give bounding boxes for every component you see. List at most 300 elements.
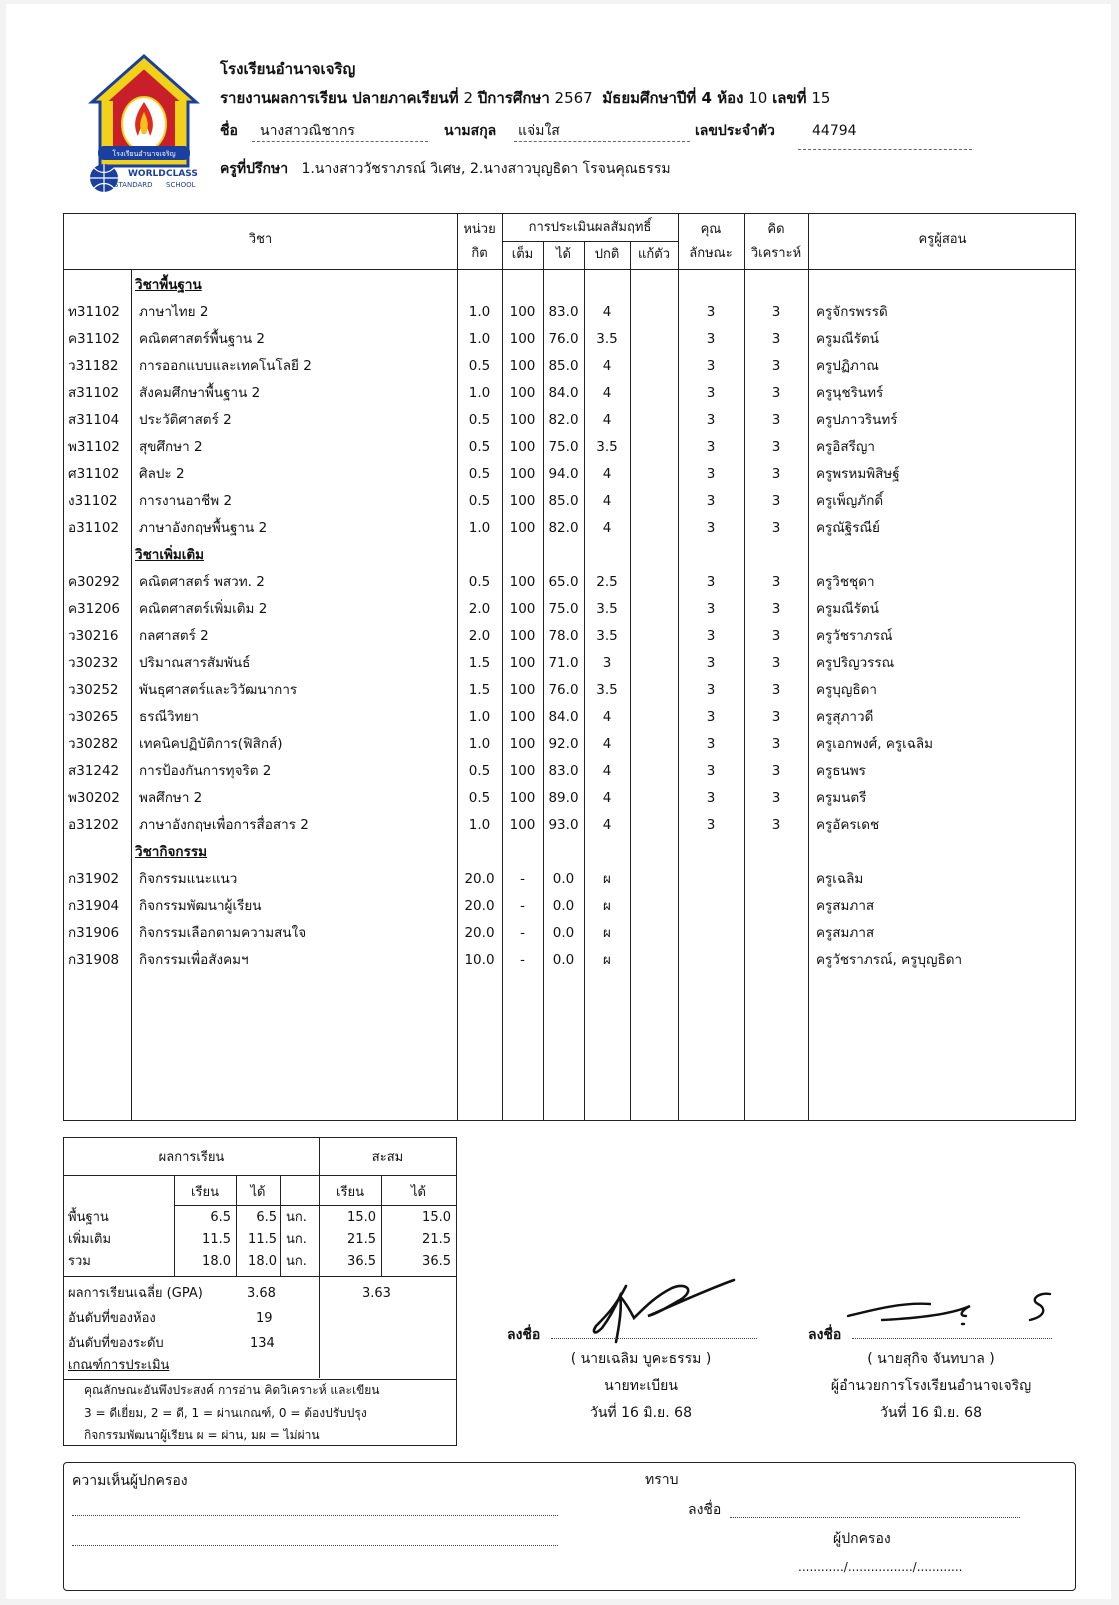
- table-row: [64, 353, 1077, 380]
- criteria-title: เกณฑ์การประเมิน: [68, 1358, 170, 1373]
- subject-code: พ30202: [68, 790, 120, 806]
- full-score: 100: [509, 412, 536, 428]
- subject-code: ว30282: [68, 736, 119, 752]
- grades-table: [63, 213, 1076, 1121]
- grade: 4: [602, 385, 612, 401]
- subject-name: พันธุศาสตร์และวิวัฒนาการ: [139, 682, 298, 698]
- teacher: ครูปฏิภาณ: [816, 358, 879, 374]
- summary-earned: 6.5: [256, 1210, 277, 1225]
- trait-score: 3: [706, 358, 716, 374]
- subject-name: สังคมศึกษาพื้นฐาน 2: [139, 385, 261, 401]
- assess-sub-line: [502, 241, 678, 242]
- summary-col-line: [280, 1175, 281, 1276]
- grade: 3.5: [596, 331, 618, 347]
- subject-code: ส31242: [68, 763, 120, 779]
- grade: 4: [602, 466, 612, 482]
- subject-code: อ31202: [68, 817, 120, 833]
- parent-date-blank: ............/................./............: [798, 1560, 963, 1574]
- student-id: 44794: [812, 123, 857, 139]
- trait-score: 3: [706, 574, 716, 590]
- table-row: [64, 407, 1077, 434]
- analysis-score: 3: [771, 439, 781, 455]
- full-score: -: [520, 898, 525, 914]
- teacher: ครูวิชชุดา: [816, 574, 875, 590]
- summary-unit: นก.: [286, 1254, 307, 1269]
- summary-row-label: เพิ่มเติม: [68, 1232, 112, 1247]
- opinion-line-2: [72, 1544, 558, 1546]
- advisor-label: ครูที่ปรึกษา: [220, 161, 289, 177]
- summary-line: [64, 1276, 456, 1277]
- subject-code: ส31102: [68, 385, 120, 401]
- got-score: 83.0: [548, 304, 579, 320]
- trait-score: 3: [706, 628, 716, 644]
- subject-name: คณิตศาสตร์เพิ่มเติม 2: [139, 601, 268, 617]
- header-credit-2: กิต: [471, 246, 488, 261]
- got-score: 82.0: [548, 520, 579, 536]
- trait-score: 3: [706, 493, 716, 509]
- analysis-score: 3: [771, 655, 781, 671]
- table-row: [64, 623, 1077, 650]
- teacher: ครูอัครเดช: [816, 817, 880, 833]
- teacher: ครูมนตรี: [816, 790, 867, 806]
- report-title: รายงานผลการเรียน ปลายภาคเรียนที่: [220, 89, 459, 107]
- got-score: 89.0: [548, 790, 579, 806]
- school-name: โรงเรียนอำนาจเจริญ: [220, 60, 356, 78]
- level-rank-label: อันดับที่ของระดับ: [68, 1336, 164, 1351]
- summary-row-label: รวม: [68, 1254, 91, 1269]
- full-score: 100: [509, 439, 536, 455]
- logo-wsc-class: CLASS: [166, 169, 198, 179]
- full-score: 100: [509, 331, 536, 347]
- director-signature-icon: [842, 1280, 1062, 1330]
- table-row: [64, 893, 1077, 920]
- got-score: 0.0: [552, 871, 575, 887]
- analysis-score: 3: [771, 493, 781, 509]
- trait-score: 3: [706, 655, 716, 671]
- subject-code: ง31102: [68, 493, 118, 509]
- grade-label: มัธยมศึกษาปีที่ 4 ห้อง: [602, 89, 744, 107]
- parent-opinion-label: ความเห็นผู้ปกครอง: [72, 1473, 188, 1489]
- subject-code: ก31904: [68, 898, 120, 914]
- table-row: [64, 758, 1077, 785]
- got-score: 93.0: [548, 817, 579, 833]
- teacher: ครูธนพร: [816, 763, 866, 779]
- grade: 3.5: [596, 601, 618, 617]
- table-row: [64, 785, 1077, 812]
- subject-name: กิจกรรมเลือกตามความสนใจ: [139, 925, 307, 941]
- teacher: ครูพรหมพิสิษฐ์: [816, 466, 900, 482]
- criteria-line-1: คุณลักษณะอันพึงประสงค์ การอ่าน คิดวิเคราะห์ และเขียน: [84, 1383, 380, 1397]
- subject-name: การงานอาชีพ 2: [139, 493, 233, 509]
- summary-line: [64, 1175, 456, 1176]
- full-score: 100: [509, 520, 536, 536]
- registrar-sign-label: ลงชื่อ: [507, 1327, 541, 1343]
- trait-score: 3: [706, 817, 716, 833]
- summary-earned: 11.5: [248, 1232, 277, 1247]
- full-score: -: [520, 952, 525, 968]
- subject-code: ท31102: [68, 304, 120, 320]
- analysis-score: 3: [771, 709, 781, 725]
- parent-sign-label: ลงชื่อ: [688, 1502, 722, 1518]
- full-score: 100: [509, 385, 536, 401]
- credit: 10.0: [464, 952, 495, 968]
- full-score: -: [520, 925, 525, 941]
- school-emblem-icon: [84, 54, 204, 196]
- got-score: 0.0: [552, 898, 575, 914]
- subject-name: กิจกรรมเพื่อสังคมฯ: [139, 952, 249, 968]
- header-think-2: วิเคราะห์: [750, 246, 802, 261]
- director-date: วันที่ 16 มิ.ย. 68: [880, 1405, 982, 1421]
- grade: 4: [602, 709, 612, 725]
- director-title: ผู้อำนวยการโรงเรียนอำนาจเจริญ: [830, 1378, 1032, 1394]
- full-score: 100: [509, 682, 536, 698]
- teacher: ครูปริญวรรณ: [816, 655, 895, 671]
- section-heading: [64, 839, 1077, 866]
- full-score: 100: [509, 466, 536, 482]
- got-score: 75.0: [548, 439, 579, 455]
- table-row: [64, 326, 1077, 353]
- table-row: [64, 488, 1077, 515]
- credit: 0.5: [468, 574, 491, 590]
- trait-score: 3: [706, 736, 716, 752]
- grade: 4: [602, 763, 612, 779]
- parent-sign-dots: [730, 1516, 1020, 1518]
- id-label: เลขประจำตัว: [695, 123, 775, 139]
- table-row: [64, 650, 1077, 677]
- class-rank-value: 19: [256, 1311, 273, 1326]
- got-score: 65.0: [548, 574, 579, 590]
- year: 2567: [554, 89, 593, 107]
- full-score: 100: [509, 709, 536, 725]
- criteria-line-2: 3 = ดีเยี่ยม, 2 = ดี, 1 = ผ่านเกณฑ์, 0 = ต้องปรับปรุง: [84, 1406, 367, 1420]
- grade: 2.5: [596, 574, 618, 590]
- header-full: เต็ม: [511, 247, 534, 262]
- credit: 1.0: [468, 331, 491, 347]
- analysis-score: 3: [771, 817, 781, 833]
- table-row: [64, 461, 1077, 488]
- no-label: เลขที่: [772, 89, 807, 107]
- teacher: ครูสมภาส: [816, 898, 875, 914]
- credit: 0.5: [468, 493, 491, 509]
- registrar-date: วันที่ 16 มิ.ย. 68: [590, 1405, 692, 1421]
- grade: 4: [602, 304, 612, 320]
- analysis-score: 3: [771, 628, 781, 644]
- grade: 4: [602, 520, 612, 536]
- trait-score: 3: [706, 331, 716, 347]
- summary-unit: นก.: [286, 1210, 307, 1225]
- header-assess: การประเมินผลสัมฤทธิ์: [528, 220, 652, 235]
- subject-code: ก31908: [68, 952, 120, 968]
- trait-score: 3: [706, 790, 716, 806]
- subject-code: ว30216: [68, 628, 119, 644]
- trait-score: 3: [706, 439, 716, 455]
- header-credit-1: หน่วย: [463, 222, 496, 237]
- header-trait-2: ลักษณะ: [689, 246, 733, 261]
- logo-wsc-standard: STANDARD: [114, 181, 153, 189]
- full-score: 100: [509, 601, 536, 617]
- got-score: 92.0: [548, 736, 579, 752]
- advisor-line: [220, 160, 671, 178]
- full-score: 100: [509, 358, 536, 374]
- semester: 2: [463, 89, 473, 107]
- summary-cum-earned: 21.5: [422, 1232, 451, 1247]
- teacher: ครูวัชราภรณ์, ครูบุญธิดา: [816, 952, 963, 968]
- surname-label: นามสกุล: [444, 123, 497, 139]
- got-score: 76.0: [548, 331, 579, 347]
- registrar-sign-dots: [551, 1337, 757, 1339]
- subject-name: การป้องกันการทุจริต 2: [139, 763, 272, 779]
- gpa-value: 3.68: [247, 1286, 276, 1301]
- subject-code: อ31102: [68, 520, 120, 536]
- section-title: วิชาเพิ่มเติม: [135, 547, 205, 563]
- subject-code: ว31182: [68, 358, 119, 374]
- credit: 0.5: [468, 412, 491, 428]
- summary-line: [64, 1379, 456, 1380]
- subject-code: พ31102: [68, 439, 120, 455]
- full-score: 100: [509, 817, 536, 833]
- subject-name: กิจกรรมแนะแนว: [139, 871, 238, 887]
- analysis-score: 3: [771, 304, 781, 320]
- analysis-score: 3: [771, 736, 781, 752]
- summary-subheader-line: [174, 1205, 456, 1206]
- summary-cum-earned: 36.5: [422, 1254, 451, 1269]
- got-score: 76.0: [548, 682, 579, 698]
- header-teacher: ครูผู้สอน: [918, 232, 967, 247]
- full-score: 100: [509, 628, 536, 644]
- trait-score: 3: [706, 763, 716, 779]
- teacher: ครูวัชราภรณ์: [816, 628, 893, 644]
- registrar-signature-icon: [576, 1266, 746, 1346]
- report-paper: [6, 4, 1111, 1599]
- full-score: 100: [509, 790, 536, 806]
- analysis-score: 3: [771, 682, 781, 698]
- teacher: ครูเอกพงศ์, ครูเฉลิม: [816, 736, 934, 752]
- subject-code: ค30292: [68, 574, 120, 590]
- subject-name: ธรณีวิทยา: [139, 709, 199, 725]
- header-bottom-line: [64, 269, 1075, 270]
- table-row: [64, 812, 1077, 839]
- grade: 4: [602, 493, 612, 509]
- teacher: ครูอิสรีญา: [816, 439, 875, 455]
- cum-gpa-value: 3.63: [362, 1286, 391, 1301]
- subject-name: เทคนิคปฏิบัติการ(ฟิสิกส์): [139, 736, 283, 752]
- director-sign-line: [808, 1324, 841, 1346]
- grade: 4: [602, 790, 612, 806]
- summary-unit: นก.: [286, 1232, 307, 1247]
- criteria-line-3: กิจกรรมพัฒนาผู้เรียน ผ = ผ่าน, มผ = ไม่ผ่าน: [84, 1428, 320, 1442]
- subject-code: ก31902: [68, 871, 120, 887]
- got-score: 82.0: [548, 412, 579, 428]
- advisor-names: 1.นางสาววัชราภรณ์ วิเศษ, 2.นางสาวบุญธิดา โรจนคุณธรรม: [301, 161, 671, 177]
- id-underline: [798, 148, 972, 150]
- class-rank-label: อันดับที่ของห้อง: [68, 1311, 156, 1326]
- subject-name: คณิตศาสตร์พื้นฐาน 2: [139, 331, 265, 347]
- trait-score: 3: [706, 682, 716, 698]
- subject-code: ค31206: [68, 601, 120, 617]
- subject-name: ภาษาอังกฤษพื้นฐาน 2: [139, 520, 268, 536]
- credit: 1.0: [468, 304, 491, 320]
- section-heading: [64, 542, 1077, 569]
- subject-code: ว30265: [68, 709, 119, 725]
- got-score: 85.0: [548, 358, 579, 374]
- summary-row-label: พื้นฐาน: [68, 1210, 109, 1225]
- subject-name: คณิตศาสตร์ พสวท. 2: [139, 574, 265, 590]
- credit: 20.0: [464, 925, 495, 941]
- analysis-score: 3: [771, 790, 781, 806]
- teacher: ครูปภาวรินทร์: [816, 412, 898, 428]
- credit: 20.0: [464, 898, 495, 914]
- parent-opinion-box: [63, 1462, 1076, 1591]
- table-row: [64, 434, 1077, 461]
- credit: 20.0: [464, 871, 495, 887]
- table-row: [64, 596, 1077, 623]
- summary-enrolled: 6.5: [210, 1210, 231, 1225]
- got-score: 75.0: [548, 601, 579, 617]
- logo-wsc-world: WORLD: [128, 169, 166, 179]
- credit: 0.5: [468, 439, 491, 455]
- teacher: ครูจักรพรรดิ: [816, 304, 888, 320]
- subject-code: ว30252: [68, 682, 119, 698]
- year-label: ปีการศึกษา: [477, 89, 550, 107]
- room: 10: [748, 89, 768, 107]
- credit: 1.5: [468, 655, 491, 671]
- got-score: 85.0: [548, 493, 579, 509]
- registrar-sign-line: [507, 1324, 540, 1346]
- credit: 1.0: [468, 817, 491, 833]
- grade: 3: [602, 655, 612, 671]
- credit: 0.5: [468, 790, 491, 806]
- grade: 4: [602, 817, 612, 833]
- trait-score: 3: [706, 709, 716, 725]
- trait-score: 3: [706, 304, 716, 320]
- table-row: [64, 677, 1077, 704]
- header-think-1: คิด: [767, 222, 785, 237]
- trait-score: 3: [706, 385, 716, 401]
- teacher: ครูเฉลิม: [816, 871, 864, 887]
- got-score: 0.0: [552, 952, 575, 968]
- section-heading: [64, 272, 1077, 299]
- subject-name: ภาษาไทย 2: [139, 304, 209, 320]
- subject-code: ส31104: [68, 412, 120, 428]
- director-name: ( นายสุกิจ จันทบาล ): [867, 1351, 995, 1367]
- subject-name: ปริมาณสารสัมพันธ์: [139, 655, 251, 671]
- registrar-title: นายทะเบียน: [604, 1378, 678, 1394]
- grade: 3.5: [596, 439, 618, 455]
- student-surname: แจ่มใส: [514, 122, 690, 142]
- grade: ผ: [603, 898, 611, 914]
- cumulative-label: สะสม: [371, 1150, 404, 1165]
- full-score: 100: [509, 493, 536, 509]
- table-row: [64, 920, 1077, 947]
- full-score: 100: [509, 304, 536, 320]
- grade: ผ: [603, 925, 611, 941]
- credit: 1.0: [468, 736, 491, 752]
- report-title-line: [220, 89, 830, 107]
- credit: 1.0: [468, 385, 491, 401]
- credit: 1.0: [468, 520, 491, 536]
- credit: 0.5: [468, 466, 491, 482]
- table-row: [64, 704, 1077, 731]
- analysis-score: 3: [771, 763, 781, 779]
- teacher: ครูสมภาส: [816, 925, 875, 941]
- level-rank-value: 134: [250, 1336, 275, 1351]
- registrar-name: ( นายเฉลิม บูคะธรรม ): [570, 1351, 712, 1367]
- got-score: 0.0: [552, 925, 575, 941]
- school-logo: [84, 54, 204, 196]
- enrolled-label: เรียน: [191, 1185, 219, 1200]
- analysis-score: 3: [771, 520, 781, 536]
- analysis-score: 3: [771, 358, 781, 374]
- summary-enrolled: 18.0: [202, 1254, 231, 1269]
- subject-name: การออกแบบและเทคโนโลยี 2: [139, 358, 312, 374]
- name-label: ชื่อ: [220, 123, 238, 139]
- analysis-score: 3: [771, 574, 781, 590]
- subject-name: สุขศึกษา 2: [139, 439, 203, 455]
- director-sign-dots: [852, 1337, 1052, 1339]
- teacher: ครูมณีรัตน์: [816, 331, 879, 347]
- trait-score: 3: [706, 412, 716, 428]
- full-score: 100: [509, 655, 536, 671]
- subject-code: ค31102: [68, 331, 120, 347]
- header-trait-1: คุณ: [700, 222, 722, 237]
- logo-top-text: รับราชการ: [130, 138, 158, 145]
- credit: 2.0: [468, 628, 491, 644]
- got-score: 84.0: [548, 709, 579, 725]
- results-label: ผลการเรียน: [158, 1150, 225, 1165]
- header-subject: วิชา: [248, 232, 273, 247]
- analysis-score: 3: [771, 466, 781, 482]
- got-score: 83.0: [548, 763, 579, 779]
- grade: ผ: [603, 952, 611, 968]
- header-normal: ปกติ: [594, 247, 620, 262]
- got-score: 84.0: [548, 385, 579, 401]
- cum-earned-label: ได้: [411, 1185, 426, 1200]
- table-row: [64, 380, 1077, 407]
- student-name: นางสาวณิชากร: [252, 122, 428, 142]
- full-score: 100: [509, 736, 536, 752]
- cum-enrolled-label: เรียน: [336, 1185, 364, 1200]
- teacher: ครูณัฐิรณีย์: [816, 520, 880, 536]
- grade: 4: [602, 412, 612, 428]
- trait-score: 3: [706, 466, 716, 482]
- summary-earned: 18.0: [248, 1254, 277, 1269]
- teacher: ครูบุญธิดา: [816, 682, 877, 698]
- credit: 2.0: [468, 601, 491, 617]
- analysis-score: 3: [771, 331, 781, 347]
- got-score: 78.0: [548, 628, 579, 644]
- table-row: [64, 947, 1077, 974]
- header-got: ได้: [556, 247, 571, 262]
- trait-score: 3: [706, 601, 716, 617]
- summary-cum-enrolled: 36.5: [347, 1254, 376, 1269]
- table-row: [64, 731, 1077, 758]
- table-row: [64, 515, 1077, 542]
- logo-banner-text: โรงเรียนอำนาจเจริญ: [112, 150, 176, 158]
- got-score: 71.0: [548, 655, 579, 671]
- table-row: [64, 866, 1077, 893]
- subject-name: กลศาสตร์ 2: [139, 628, 209, 644]
- teacher: ครูเพ็ญภักดิ์: [816, 493, 884, 509]
- analysis-score: 3: [771, 385, 781, 401]
- teacher: ครูนุชรินทร์: [816, 385, 884, 401]
- subject-name: ภาษาอังกฤษเพื่อการสื่อสาร 2: [139, 817, 309, 833]
- got-score: 94.0: [548, 466, 579, 482]
- section-title: วิชากิจกรรม: [135, 844, 207, 860]
- credit: 1.5: [468, 682, 491, 698]
- subject-name: กิจกรรมพัฒนาผู้เรียน: [139, 898, 262, 914]
- grade: 4: [602, 736, 612, 752]
- summary-cum-enrolled: 21.5: [347, 1232, 376, 1247]
